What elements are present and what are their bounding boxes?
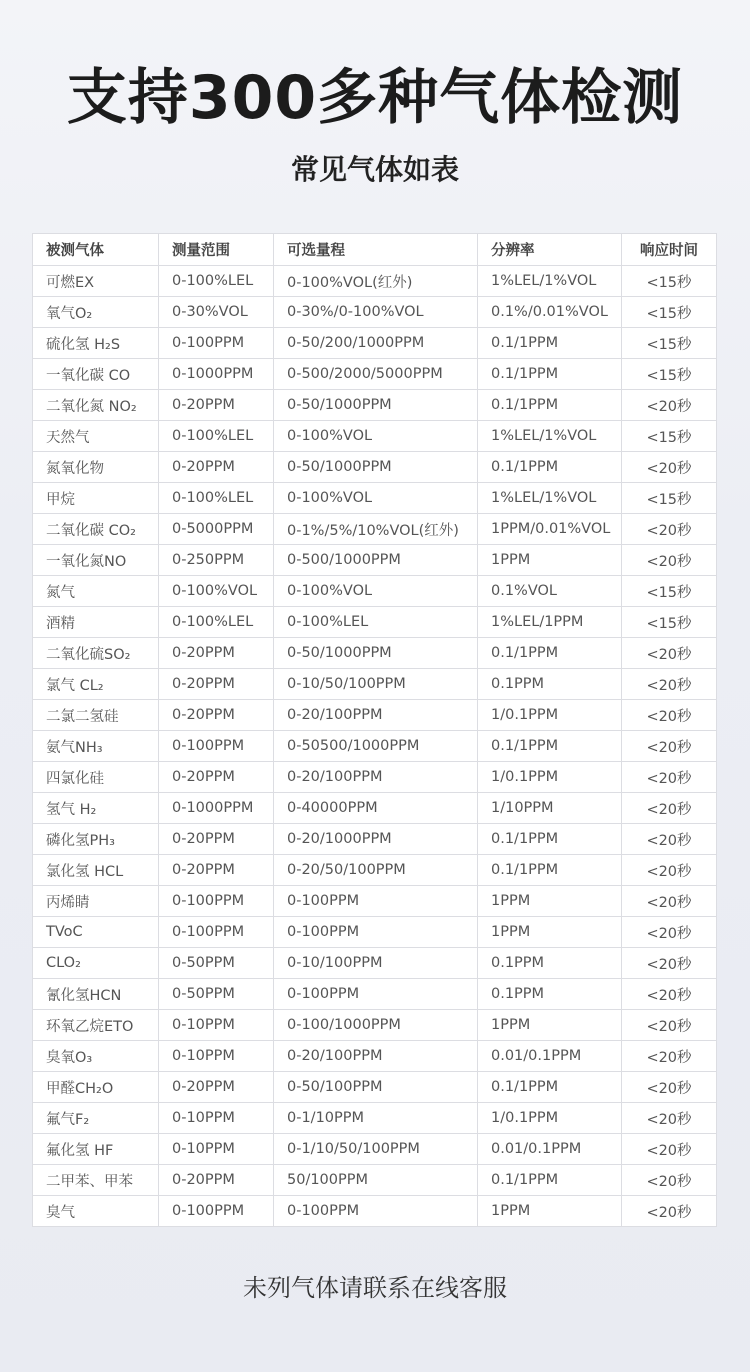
table-row xyxy=(33,266,717,297)
cell-response-time: <20秒 xyxy=(622,731,717,762)
cell-resolution: 1PPM xyxy=(478,886,622,917)
cell-response-time: <20秒 xyxy=(622,638,717,669)
table-row xyxy=(33,700,717,731)
cell-resolution: 0.1/1PPM xyxy=(478,638,622,669)
table-row xyxy=(33,886,717,917)
cell-resolution: 0.1/1PPM xyxy=(478,452,622,483)
table-row xyxy=(33,483,717,514)
cell-resolution: 1PPM xyxy=(478,917,622,948)
cell-gas: 氯气 CL₂ xyxy=(33,669,159,700)
cell-resolution: 0.1PPM xyxy=(478,669,622,700)
cell-gas: 可燃EX xyxy=(33,266,159,297)
cell-optional-range: 0-20/1000PPM xyxy=(274,824,478,855)
cell-response-time: <20秒 xyxy=(622,1103,717,1134)
cell-gas: 氧气O₂ xyxy=(33,297,159,328)
cell-measure-range: 0-20PPM xyxy=(159,700,274,731)
cell-gas: 硫化氢 H₂S xyxy=(33,328,159,359)
cell-response-time: <20秒 xyxy=(622,1134,717,1165)
cell-response-time: <20秒 xyxy=(622,545,717,576)
table-row xyxy=(33,762,717,793)
cell-response-time: <20秒 xyxy=(622,917,717,948)
cell-optional-range: 0-1/10/50/100PPM xyxy=(274,1134,478,1165)
table-row xyxy=(33,421,717,452)
cell-resolution: 0.01/0.1PPM xyxy=(478,1134,622,1165)
cell-measure-range: 0-30%VOL xyxy=(159,297,274,328)
cell-measure-range: 0-1000PPM xyxy=(159,793,274,824)
cell-measure-range: 0-20PPM xyxy=(159,638,274,669)
cell-resolution: 1/0.1PPM xyxy=(478,1103,622,1134)
cell-gas: CLO₂ xyxy=(33,948,159,979)
cell-measure-range: 0-100PPM xyxy=(159,1196,274,1227)
cell-measure-range: 0-100%LEL xyxy=(159,421,274,452)
table-row xyxy=(33,1103,717,1134)
table-row xyxy=(33,576,717,607)
table-row xyxy=(33,1072,717,1103)
cell-optional-range: 0-100%VOL xyxy=(274,483,478,514)
cell-resolution: 0.1%VOL xyxy=(478,576,622,607)
cell-measure-range: 0-20PPM xyxy=(159,855,274,886)
cell-optional-range: 0-100PPM xyxy=(274,1196,478,1227)
cell-optional-range: 0-1%/5%/10%VOL(红外) xyxy=(274,514,478,545)
cell-optional-range: 0-100PPM xyxy=(274,979,478,1010)
cell-optional-range: 0-100%VOL xyxy=(274,421,478,452)
cell-optional-range: 0-10/100PPM xyxy=(274,948,478,979)
cell-gas: 氨气NH₃ xyxy=(33,731,159,762)
cell-response-time: <20秒 xyxy=(622,514,717,545)
cell-gas: 氮气 xyxy=(33,576,159,607)
header-resolution: 分辨率 xyxy=(478,234,622,266)
header-measure-range: 测量范围 xyxy=(159,234,274,266)
table-row xyxy=(33,979,717,1010)
cell-gas: 酒精 xyxy=(33,607,159,638)
table-body xyxy=(33,266,717,1227)
cell-measure-range: 0-20PPM xyxy=(159,1072,274,1103)
cell-optional-range: 0-20/100PPM xyxy=(274,700,478,731)
cell-measure-range: 0-100%LEL xyxy=(159,266,274,297)
cell-gas: 丙烯睛 xyxy=(33,886,159,917)
cell-resolution: 0.1/1PPM xyxy=(478,359,622,390)
cell-gas: 四氯化硅 xyxy=(33,762,159,793)
cell-resolution: 1PPM xyxy=(478,1196,622,1227)
cell-response-time: <20秒 xyxy=(622,1072,717,1103)
cell-resolution: 1%LEL/1%VOL xyxy=(478,483,622,514)
cell-resolution: 1/10PPM xyxy=(478,793,622,824)
cell-response-time: <20秒 xyxy=(622,700,717,731)
cell-gas: 臭氧O₃ xyxy=(33,1041,159,1072)
cell-optional-range: 0-50/1000PPM xyxy=(274,638,478,669)
cell-optional-range: 0-100PPM xyxy=(274,886,478,917)
cell-response-time: <15秒 xyxy=(622,607,717,638)
cell-measure-range: 0-100PPM xyxy=(159,886,274,917)
cell-resolution: 1%LEL/1PPM xyxy=(478,607,622,638)
table-row xyxy=(33,390,717,421)
gas-table xyxy=(32,233,717,1227)
cell-optional-range: 0-30%/0-100%VOL xyxy=(274,297,478,328)
cell-gas: 氰化氢HCN xyxy=(33,979,159,1010)
cell-response-time: <20秒 xyxy=(622,793,717,824)
cell-optional-range: 0-500/2000/5000PPM xyxy=(274,359,478,390)
cell-resolution: 0.1/1PPM xyxy=(478,855,622,886)
cell-optional-range: 0-50/100PPM xyxy=(274,1072,478,1103)
cell-resolution: 0.1%/0.01%VOL xyxy=(478,297,622,328)
cell-response-time: <20秒 xyxy=(622,1010,717,1041)
cell-response-time: <20秒 xyxy=(622,1041,717,1072)
cell-gas: 氢气 H₂ xyxy=(33,793,159,824)
cell-resolution: 0.1/1PPM xyxy=(478,328,622,359)
cell-measure-range: 0-100PPM xyxy=(159,731,274,762)
cell-optional-range: 0-20/100PPM xyxy=(274,1041,478,1072)
cell-optional-range: 0-100/1000PPM xyxy=(274,1010,478,1041)
cell-resolution: 1%LEL/1%VOL xyxy=(478,266,622,297)
cell-measure-range: 0-250PPM xyxy=(159,545,274,576)
cell-measure-range: 0-10PPM xyxy=(159,1041,274,1072)
cell-resolution: 1PPM xyxy=(478,545,622,576)
cell-gas: 二氧化硫SO₂ xyxy=(33,638,159,669)
cell-resolution: 1PPM xyxy=(478,1010,622,1041)
cell-measure-range: 0-100PPM xyxy=(159,917,274,948)
cell-response-time: <20秒 xyxy=(622,886,717,917)
cell-gas: 臭气 xyxy=(33,1196,159,1227)
cell-resolution: 0.1PPM xyxy=(478,948,622,979)
cell-response-time: <20秒 xyxy=(622,1165,717,1196)
cell-optional-range: 0-100PPM xyxy=(274,917,478,948)
cell-response-time: <20秒 xyxy=(622,1196,717,1227)
cell-response-time: <20秒 xyxy=(622,452,717,483)
cell-resolution: 0.1PPM xyxy=(478,979,622,1010)
cell-optional-range: 0-500/1000PPM xyxy=(274,545,478,576)
cell-response-time: <15秒 xyxy=(622,483,717,514)
table-row xyxy=(33,917,717,948)
cell-optional-range: 0-50/1000PPM xyxy=(274,452,478,483)
table-row xyxy=(33,297,717,328)
cell-response-time: <20秒 xyxy=(622,855,717,886)
cell-resolution: 0.1/1PPM xyxy=(478,1072,622,1103)
cell-measure-range: 0-100PPM xyxy=(159,328,274,359)
cell-resolution: 0.1/1PPM xyxy=(478,824,622,855)
header-optional-range: 可选量程 xyxy=(274,234,478,266)
cell-response-time: <15秒 xyxy=(622,576,717,607)
cell-resolution: 1PPM/0.01%VOL xyxy=(478,514,622,545)
cell-optional-range: 0-20/50/100PPM xyxy=(274,855,478,886)
cell-gas: 环氧乙烷ETO xyxy=(33,1010,159,1041)
header-gas: 被测气体 xyxy=(33,234,159,266)
cell-optional-range: 0-100%LEL xyxy=(274,607,478,638)
cell-optional-range: 0-50/200/1000PPM xyxy=(274,328,478,359)
table-row xyxy=(33,793,717,824)
cell-measure-range: 0-20PPM xyxy=(159,762,274,793)
cell-response-time: <20秒 xyxy=(622,762,717,793)
cell-optional-range: 0-40000PPM xyxy=(274,793,478,824)
cell-optional-range: 0-100%VOL(红外) xyxy=(274,266,478,297)
table-row xyxy=(33,452,717,483)
cell-measure-range: 0-10PPM xyxy=(159,1134,274,1165)
cell-resolution: 1/0.1PPM xyxy=(478,700,622,731)
table-row xyxy=(33,824,717,855)
table-row xyxy=(33,1165,717,1196)
table-row xyxy=(33,669,717,700)
cell-response-time: <20秒 xyxy=(622,979,717,1010)
table-row xyxy=(33,731,717,762)
table-row xyxy=(33,855,717,886)
gas-table-container xyxy=(32,233,716,1227)
table-row xyxy=(33,514,717,545)
table-row xyxy=(33,948,717,979)
cell-gas: 磷化氢PH₃ xyxy=(33,824,159,855)
cell-response-time: <20秒 xyxy=(622,948,717,979)
cell-gas: 甲醛CH₂O xyxy=(33,1072,159,1103)
cell-gas: 二氧化氮 NO₂ xyxy=(33,390,159,421)
table-row xyxy=(33,359,717,390)
cell-gas: 一氧化碳 CO xyxy=(33,359,159,390)
cell-measure-range: 0-10PPM xyxy=(159,1103,274,1134)
cell-response-time: <15秒 xyxy=(622,328,717,359)
cell-resolution: 0.1/1PPM xyxy=(478,731,622,762)
cell-gas: 二氧化碳 CO₂ xyxy=(33,514,159,545)
cell-optional-range: 0-100%VOL xyxy=(274,576,478,607)
cell-optional-range: 0-50500/1000PPM xyxy=(274,731,478,762)
cell-gas: 氮氧化物 xyxy=(33,452,159,483)
cell-optional-range: 0-10/50/100PPM xyxy=(274,669,478,700)
table-row xyxy=(33,1196,717,1227)
cell-gas: 氯化氢 HCL xyxy=(33,855,159,886)
cell-measure-range: 0-50PPM xyxy=(159,979,274,1010)
cell-response-time: <20秒 xyxy=(622,669,717,700)
cell-resolution: 0.1/1PPM xyxy=(478,1165,622,1196)
cell-response-time: <15秒 xyxy=(622,297,717,328)
table-row xyxy=(33,1010,717,1041)
cell-gas: TVoC xyxy=(33,917,159,948)
cell-optional-range: 50/100PPM xyxy=(274,1165,478,1196)
cell-gas: 天然气 xyxy=(33,421,159,452)
cell-optional-range: 0-20/100PPM xyxy=(274,762,478,793)
cell-gas: 氟气F₂ xyxy=(33,1103,159,1134)
footer-note: 未列气体请联系在线客服 xyxy=(243,1274,507,1302)
table-row xyxy=(33,328,717,359)
cell-response-time: <20秒 xyxy=(622,390,717,421)
cell-gas: 二氯二氢硅 xyxy=(33,700,159,731)
cell-response-time: <15秒 xyxy=(622,266,717,297)
cell-measure-range: 0-20PPM xyxy=(159,824,274,855)
cell-measure-range: 0-10PPM xyxy=(159,1010,274,1041)
cell-response-time: <15秒 xyxy=(622,421,717,452)
cell-measure-range: 0-1000PPM xyxy=(159,359,274,390)
cell-measure-range: 0-50PPM xyxy=(159,948,274,979)
cell-gas: 氟化氢 HF xyxy=(33,1134,159,1165)
cell-measure-range: 0-20PPM xyxy=(159,390,274,421)
cell-measure-range: 0-100%LEL xyxy=(159,607,274,638)
cell-measure-range: 0-20PPM xyxy=(159,1165,274,1196)
cell-optional-range: 0-50/1000PPM xyxy=(274,390,478,421)
cell-response-time: <15秒 xyxy=(622,359,717,390)
cell-resolution: 0.01/0.1PPM xyxy=(478,1041,622,1072)
cell-optional-range: 0-1/10PPM xyxy=(274,1103,478,1134)
cell-response-time: <20秒 xyxy=(622,824,717,855)
cell-measure-range: 0-20PPM xyxy=(159,669,274,700)
table-header-row xyxy=(33,234,717,266)
cell-gas: 二甲苯、甲苯 xyxy=(33,1165,159,1196)
table-row xyxy=(33,607,717,638)
table-row xyxy=(33,638,717,669)
cell-resolution: 1%LEL/1%VOL xyxy=(478,421,622,452)
cell-resolution: 0.1/1PPM xyxy=(478,390,622,421)
header-response-time: 响应时间 xyxy=(622,234,717,266)
cell-measure-range: 0-20PPM xyxy=(159,452,274,483)
cell-measure-range: 0-100%LEL xyxy=(159,483,274,514)
cell-gas: 一氧化氮NO xyxy=(33,545,159,576)
page-title: 支持300多种气体检测 xyxy=(66,63,684,133)
cell-measure-range: 0-5000PPM xyxy=(159,514,274,545)
cell-resolution: 1/0.1PPM xyxy=(478,762,622,793)
page-subtitle: 常见气体如表 xyxy=(290,153,459,186)
table-row xyxy=(33,1134,717,1165)
cell-gas: 甲烷 xyxy=(33,483,159,514)
cell-measure-range: 0-100%VOL xyxy=(159,576,274,607)
table-row xyxy=(33,545,717,576)
table-row xyxy=(33,1041,717,1072)
